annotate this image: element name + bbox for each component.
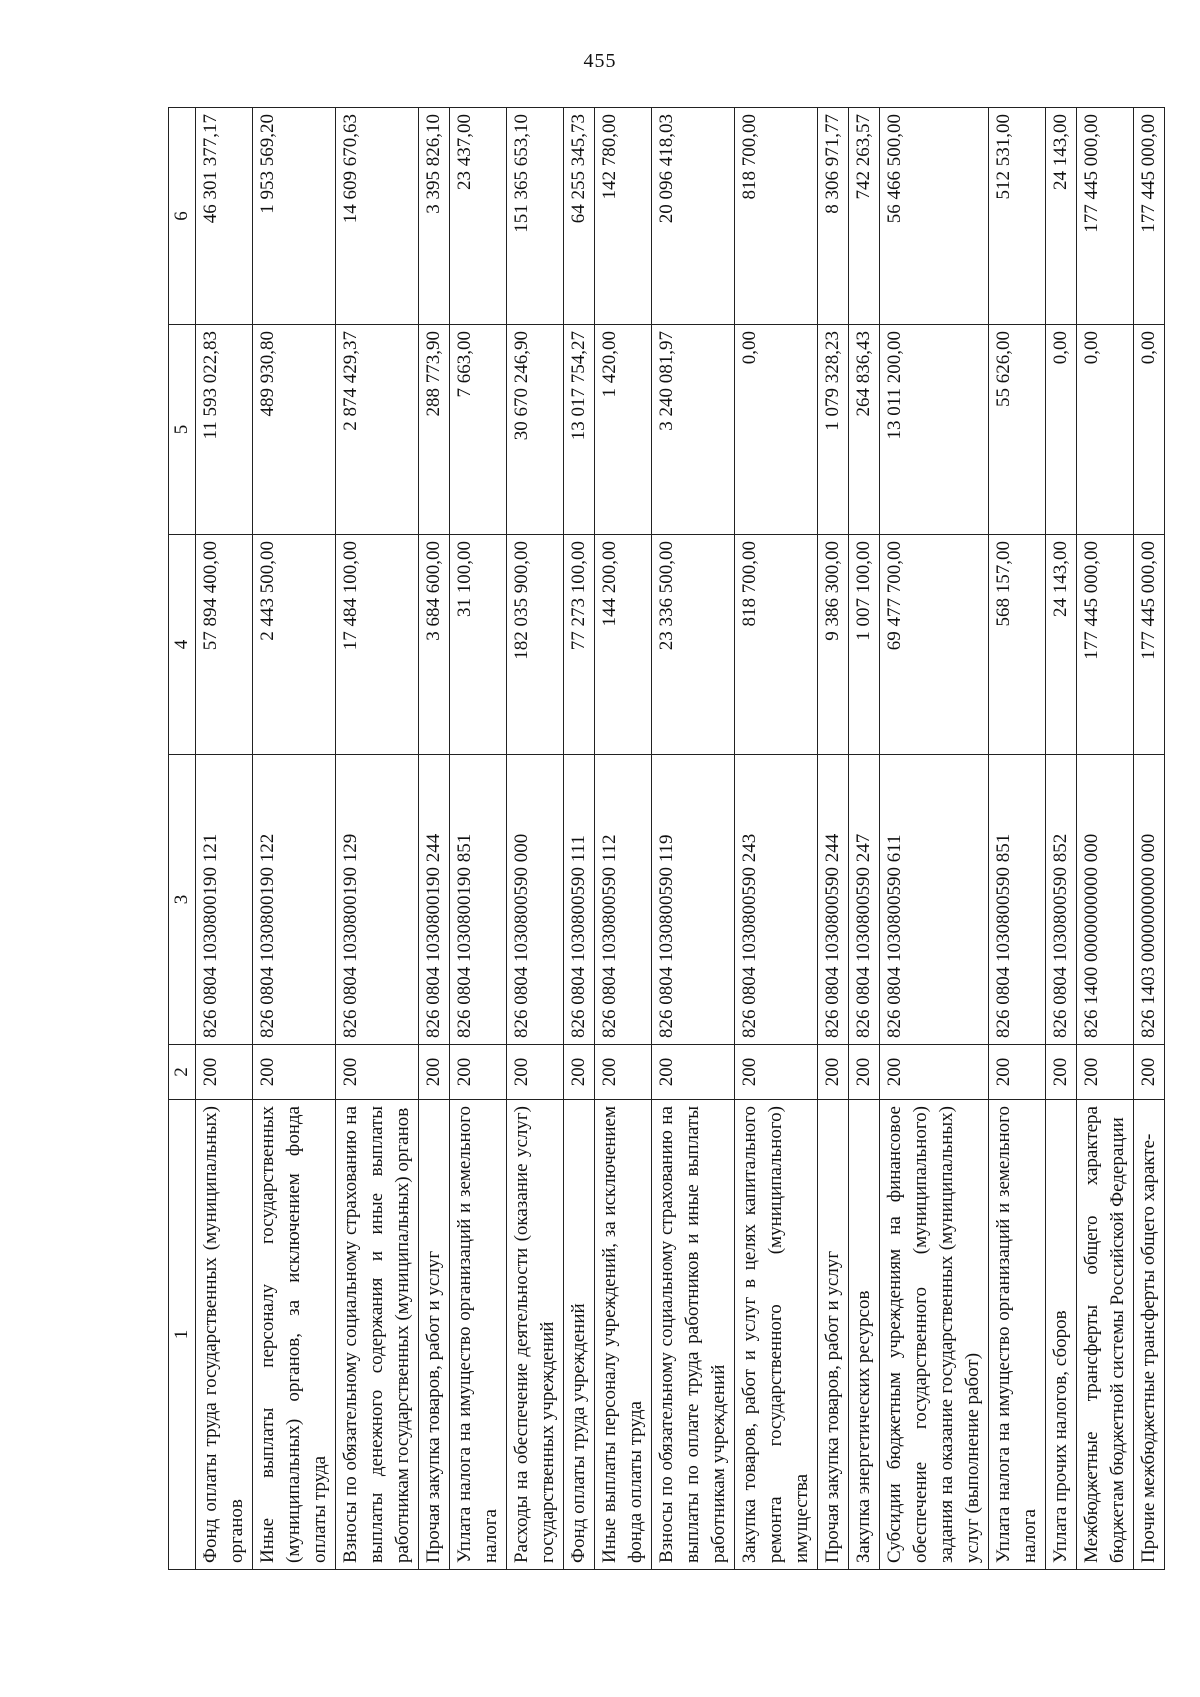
table-body	[196, 108, 1165, 1570]
row-line-code: 200	[1046, 1045, 1077, 1100]
row-line-code: 200	[880, 1045, 989, 1100]
row-col6-value: 512 531,00	[989, 108, 1046, 325]
header-col-4: 4	[169, 535, 196, 755]
row-line-code: 200	[196, 1045, 253, 1100]
row-col4-value: 24 143,00	[1046, 535, 1077, 755]
row-col6-value: 3 395 826,10	[419, 108, 450, 325]
row-col4-value: 1 007 100,00	[849, 535, 880, 755]
table-header	[169, 108, 196, 1570]
row-budget-code: 826 0804 1030800590 243	[735, 755, 818, 1045]
row-budget-code: 826 0804 1030800590 852	[1046, 755, 1077, 1045]
row-col5-value: 7 663,00	[450, 325, 507, 535]
header-col-6: 6	[169, 108, 196, 325]
row-col5-value: 13 017 754,27	[564, 325, 595, 535]
table-row	[1046, 108, 1077, 1570]
table-row	[564, 108, 595, 1570]
row-col6-value: 23 437,00	[450, 108, 507, 325]
table-row	[849, 108, 880, 1570]
row-budget-code: 826 0804 1030800590 119	[652, 755, 735, 1045]
row-budget-code: 826 0804 1030800190 851	[450, 755, 507, 1045]
row-col4-value: 177 445 000,00	[1134, 535, 1165, 755]
row-name: Уплата налога на имущество организаций и земельного налога	[450, 1100, 507, 1570]
row-budget-code: 826 1403 0000000000 000	[1134, 755, 1165, 1045]
header-col-1: 1	[169, 1100, 196, 1570]
row-budget-code: 826 0804 1030800190 244	[419, 755, 450, 1045]
row-col6-value: 56 466 500,00	[880, 108, 989, 325]
row-col6-value: 20 096 418,03	[652, 108, 735, 325]
row-budget-code: 826 0804 1030800590 111	[564, 755, 595, 1045]
row-col5-value: 0,00	[1046, 325, 1077, 535]
row-line-code: 200	[735, 1045, 818, 1100]
table-row	[1134, 108, 1165, 1570]
row-col5-value: 55 626,00	[989, 325, 1046, 535]
table-row	[450, 108, 507, 1570]
header-col-2: 2	[169, 1045, 196, 1100]
budget-table-container	[168, 108, 1159, 1570]
row-col5-value: 0,00	[1134, 325, 1165, 535]
row-budget-code: 826 0804 1030800190 122	[253, 755, 336, 1045]
row-col6-value: 8 306 971,77	[818, 108, 849, 325]
row-name: Иные выплаты персоналу учреждений, за исключением фонда оплаты труда	[595, 1100, 652, 1570]
table-row	[652, 108, 735, 1570]
row-col4-value: 177 445 000,00	[1077, 535, 1134, 755]
row-budget-code: 826 0804 1030800590 000	[507, 755, 564, 1045]
row-col5-value: 264 836,43	[849, 325, 880, 535]
row-name: Прочие межбюджетные трансферты общего характе-	[1134, 1100, 1165, 1570]
row-col6-value: 151 365 653,10	[507, 108, 564, 325]
header-col-3: 3	[169, 755, 196, 1045]
row-col6-value: 177 445 000,00	[1077, 108, 1134, 325]
row-line-code: 200	[336, 1045, 419, 1100]
row-budget-code: 826 0804 1030800590 112	[595, 755, 652, 1045]
row-name: Прочая закупка товаров, работ и услуг	[419, 1100, 450, 1570]
row-name: Прочая закупка товаров, работ и услуг	[818, 1100, 849, 1570]
row-name: Субсидии бюджетным учреждениям на финансовое обеспечение государственного (муниципального) задания на оказание государственных (муниципальных) услуг (выполнение работ)	[880, 1100, 989, 1570]
row-name: Уплата налога на имущество организаций и земельного налога	[989, 1100, 1046, 1570]
row-col4-value: 818 700,00	[735, 535, 818, 755]
row-col6-value: 64 255 345,73	[564, 108, 595, 325]
row-col4-value: 182 035 900,00	[507, 535, 564, 755]
row-name: Закупка товаров, работ и услуг в целях капитального ремонта государственного (муниципального) имущества	[735, 1100, 818, 1570]
row-col4-value: 57 894 400,00	[196, 535, 253, 755]
table-row	[336, 108, 419, 1570]
row-col5-value: 489 930,80	[253, 325, 336, 535]
budget-table-rotated	[168, 108, 1159, 1570]
row-col4-value: 31 100,00	[450, 535, 507, 755]
row-name: Межбюджетные трансферты общего характера бюджетам бюджетной системы Российской Федерации	[1077, 1100, 1134, 1570]
row-col4-value: 77 273 100,00	[564, 535, 595, 755]
row-col4-value: 568 157,00	[989, 535, 1046, 755]
row-col4-value: 23 336 500,00	[652, 535, 735, 755]
row-name: Иные выплаты персоналу государственных (муниципальных) органов, за исключением фонда оплаты труда	[253, 1100, 336, 1570]
row-budget-code: 826 0804 1030800590 247	[849, 755, 880, 1045]
row-col6-value: 24 143,00	[1046, 108, 1077, 325]
row-col5-value: 0,00	[1077, 325, 1134, 535]
row-col5-value: 30 670 246,90	[507, 325, 564, 535]
row-col5-value: 11 593 022,83	[196, 325, 253, 535]
row-col5-value: 13 011 200,00	[880, 325, 989, 535]
row-col4-value: 144 200,00	[595, 535, 652, 755]
row-budget-code: 826 0804 1030800590 611	[880, 755, 989, 1045]
row-line-code: 200	[419, 1045, 450, 1100]
row-col4-value: 17 484 100,00	[336, 535, 419, 755]
row-line-code: 200	[450, 1045, 507, 1100]
row-col6-value: 742 263,57	[849, 108, 880, 325]
row-name: Расходы на обеспечение деятельности (оказание услуг) государственных учреждений	[507, 1100, 564, 1570]
row-col5-value: 1 420,00	[595, 325, 652, 535]
row-col4-value: 3 684 600,00	[419, 535, 450, 755]
table-row	[253, 108, 336, 1570]
row-name: Взносы по обязательному социальному страхованию на выплаты по оплате труда работников и иные выплаты работникам учреждений	[652, 1100, 735, 1570]
table-row	[1077, 108, 1134, 1570]
header-col-5: 5	[169, 325, 196, 535]
table-row	[507, 108, 564, 1570]
row-col4-value: 69 477 700,00	[880, 535, 989, 755]
row-col6-value: 818 700,00	[735, 108, 818, 325]
row-col4-value: 2 443 500,00	[253, 535, 336, 755]
row-col6-value: 177 445 000,00	[1134, 108, 1165, 325]
row-line-code: 200	[1077, 1045, 1134, 1100]
table-row	[818, 108, 849, 1570]
row-line-code: 200	[507, 1045, 564, 1100]
row-line-code: 200	[595, 1045, 652, 1100]
budget-table	[168, 107, 1165, 1570]
row-line-code: 200	[849, 1045, 880, 1100]
row-col4-value: 9 386 300,00	[818, 535, 849, 755]
row-line-code: 200	[1134, 1045, 1165, 1100]
row-budget-code: 826 1400 0000000000 000	[1077, 755, 1134, 1045]
table-row	[880, 108, 989, 1570]
table-row	[196, 108, 253, 1570]
row-name: Закупка энергетических ресурсов	[849, 1100, 880, 1570]
row-line-code: 200	[564, 1045, 595, 1100]
row-line-code: 200	[253, 1045, 336, 1100]
row-name: Взносы по обязательному социальному страхованию на выплаты денежного содержания и иные выплаты работникам государственных (муниципальных) органов	[336, 1100, 419, 1570]
row-col5-value: 3 240 081,97	[652, 325, 735, 535]
row-col5-value: 1 079 328,23	[818, 325, 849, 535]
row-line-code: 200	[652, 1045, 735, 1100]
row-line-code: 200	[818, 1045, 849, 1100]
row-name: Уплата прочих налогов, сборов	[1046, 1100, 1077, 1570]
table-row	[419, 108, 450, 1570]
row-line-code: 200	[989, 1045, 1046, 1100]
row-budget-code: 826 0804 1030800590 851	[989, 755, 1046, 1045]
header-row	[169, 108, 196, 1570]
page-number: 455	[583, 50, 617, 72]
table-row	[735, 108, 818, 1570]
row-col6-value: 46 301 377,17	[196, 108, 253, 325]
row-col5-value: 2 874 429,37	[336, 325, 419, 535]
row-col6-value: 142 780,00	[595, 108, 652, 325]
row-name: Фонд оплаты труда государственных (муниципальных) органов	[196, 1100, 253, 1570]
row-name: Фонд оплаты труда учреждений	[564, 1100, 595, 1570]
row-budget-code: 826 0804 1030800190 129	[336, 755, 419, 1045]
row-budget-code: 826 0804 1030800190 121	[196, 755, 253, 1045]
row-budget-code: 826 0804 1030800590 244	[818, 755, 849, 1045]
row-col5-value: 288 773,90	[419, 325, 450, 535]
row-col6-value: 14 609 670,63	[336, 108, 419, 325]
table-row	[595, 108, 652, 1570]
row-col6-value: 1 953 569,20	[253, 108, 336, 325]
table-row	[989, 108, 1046, 1570]
row-col5-value: 0,00	[735, 325, 818, 535]
